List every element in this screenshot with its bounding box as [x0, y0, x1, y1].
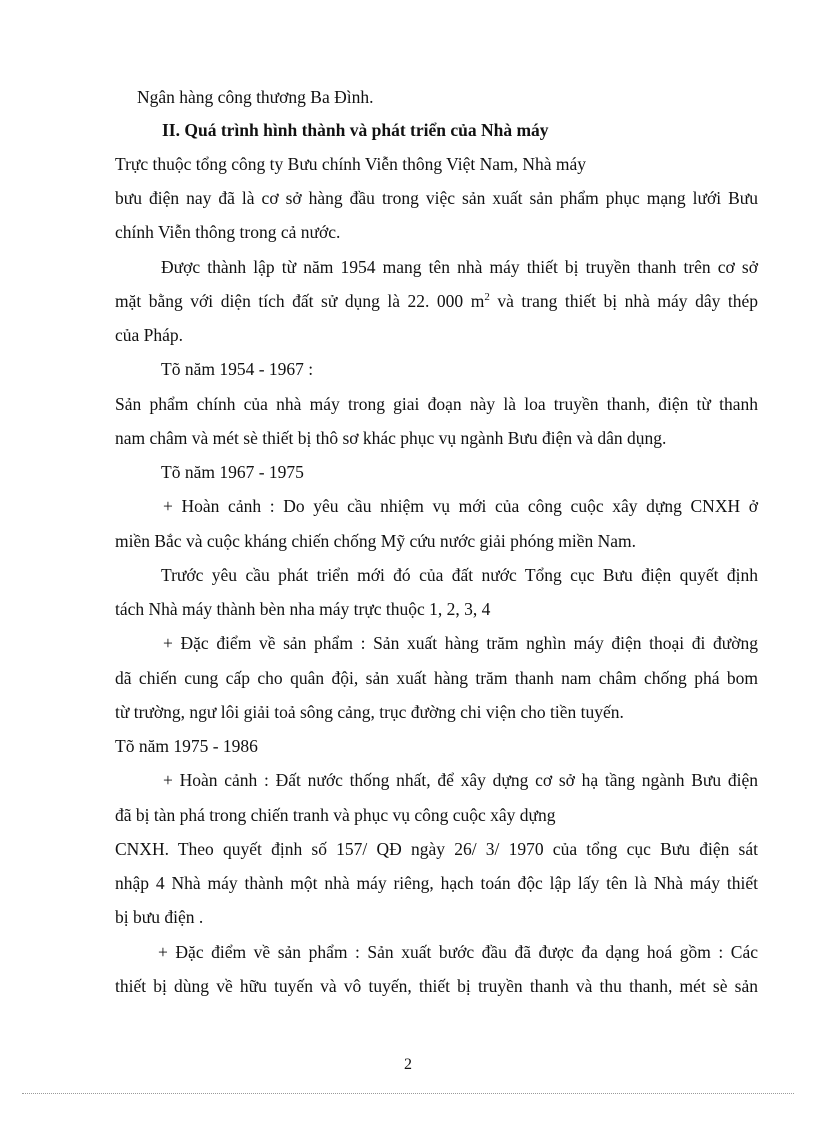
paragraph-line-19: CNXH. Theo quyết định số 157/ QĐ ngày 26/ 3/ 1970 của tổng cục Bưu điện sát: [115, 839, 758, 859]
paragraph-line-9: nam châm và mét sè thiết bị thô sơ khác phục vụ ngành Bưu điện và dân dụng.: [115, 428, 667, 448]
period-heading-1975: Tõ năm 1975 - 1986: [115, 736, 258, 756]
paragraph-line-18: đã bị tàn phá trong chiến tranh và phục vụ công cuộc xây dựng: [115, 805, 556, 825]
paragraph-line-22: + Đặc điểm về sản phẩm : Sản xuất bước đầu đã được đa dạng hoá gồm : Các: [158, 942, 758, 962]
page-number: 2: [404, 1056, 412, 1073]
area-text-end: và trang thiết bị nhà máy dây thép: [489, 291, 758, 311]
paragraph-line-13: tách Nhà máy thành bèn nha máy trực thuộc 1, 2, 3, 4: [115, 599, 491, 619]
paragraph-line-7: của Pháp.: [115, 325, 184, 345]
section-heading: II. Quá trình hình thành và phát triển của Nhà máy: [162, 120, 549, 140]
paragraph-line-17: + Hoàn cảnh : Đất nước thống nhất, để xây dựng cơ sở hạ tầng ngành Bưu điện: [163, 770, 758, 790]
paragraph-line-12: Trước yêu cầu phát triển mới đó của đất nước Tổng cục Bưu điện quyết định: [161, 565, 758, 585]
paragraph-line-4: chính Viễn thông trong cả nước.: [115, 222, 341, 242]
paragraph-line-15: dã chiến cung cấp cho quân đội, sản xuất hàng trăm thanh nam châm chống phá bom: [115, 668, 758, 688]
area-superscript: 2: [484, 291, 490, 304]
paragraph-line-2: Trực thuộc tổng công ty Bưu chính Viễn thông Việt Nam, Nhà máy: [115, 154, 587, 174]
period-heading-1954: Tõ năm 1954 - 1967 :: [161, 359, 314, 379]
paragraph-line-10: + Hoàn cảnh : Do yêu cầu nhiệm vụ mới của công cuộc xây dựng CNXH ở: [163, 496, 758, 516]
paragraph-line-16: từ trường, ngư lôi giải toả sông cảng, trục đường chi viện cho tiền tuyến.: [115, 702, 624, 722]
paragraph-line-6: [115, 290, 758, 312]
paragraph-line-1: Ngân hàng công thương Ba Đình.: [137, 87, 374, 107]
paragraph-line-20: nhập 4 Nhà máy thành một nhà máy riêng, hạch toán độc lập lấy tên là Nhà máy thiết: [115, 873, 758, 893]
area-text-start: mặt bằng với diện tích đất sử dụng là 22. 000 m: [115, 291, 485, 311]
period-heading-1967: Tõ năm 1967 - 1975: [161, 462, 304, 482]
footer-divider: [22, 1093, 794, 1094]
paragraph-line-5: Được thành lập từ năm 1954 mang tên nhà máy thiết bị truyền thanh trên cơ sở: [161, 257, 758, 277]
paragraph-line-14: + Đặc điểm về sản phẩm : Sản xuất hàng trăm nghìn máy điện thoại đi đường: [163, 633, 758, 653]
paragraph-line-23: thiết bị dùng về hữu tuyến và vô tuyến, thiết bị truyền thanh và thu thanh, mét sè sản: [115, 976, 758, 996]
paragraph-line-21: bị bưu điện .: [115, 907, 204, 927]
paragraph-line-8: Sản phẩm chính của nhà máy trong giai đoạn này là loa truyền thanh, điện từ thanh: [115, 394, 758, 414]
paragraph-line-11: miền Bắc và cuộc kháng chiến chống Mỹ cứu nước giải phóng miền Nam.: [115, 531, 637, 551]
paragraph-line-3: bưu điện nay đã là cơ sở hàng đầu trong việc sản xuất sản phẩm phục mạng lưới Bưu: [115, 188, 758, 208]
